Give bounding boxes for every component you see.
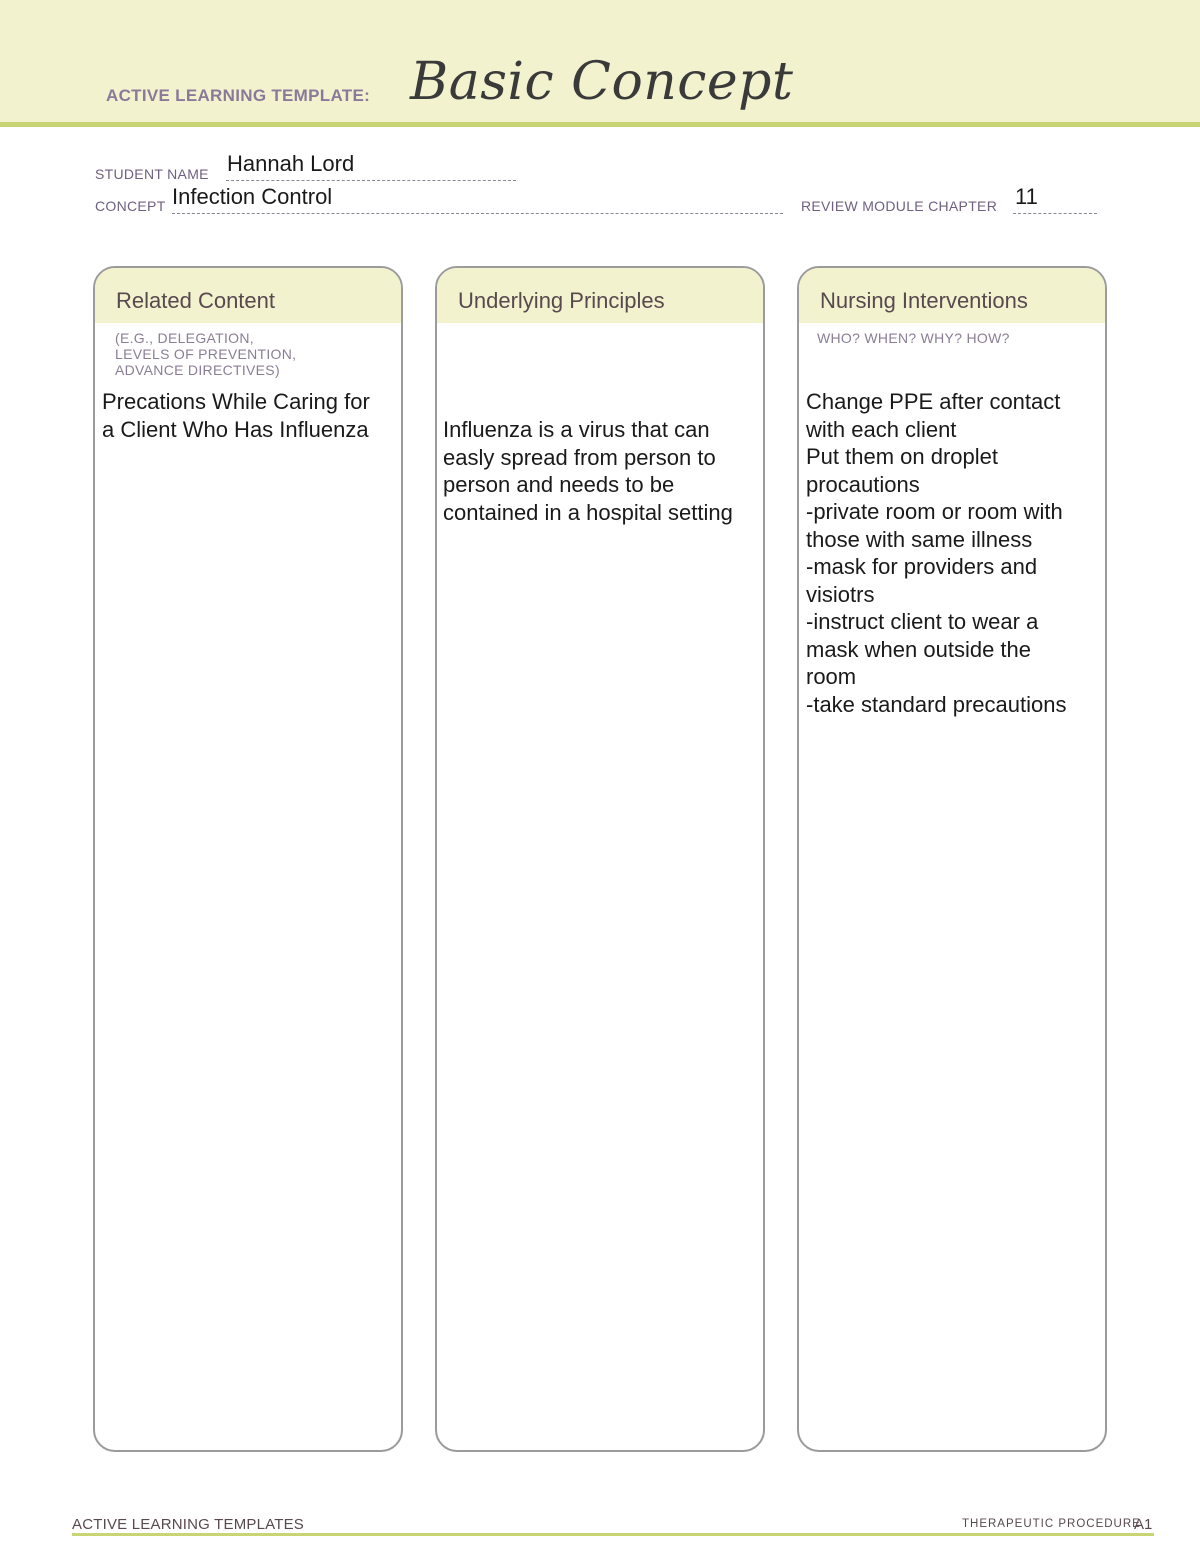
underlying-principles-panel bbox=[435, 266, 765, 1452]
footer-divider bbox=[72, 1533, 1154, 1536]
footer-page-number: A1 bbox=[1134, 1516, 1153, 1533]
template-label: ACTIVE LEARNING TEMPLATE: bbox=[106, 86, 371, 105]
text-line: Influenza is a virus that can bbox=[443, 417, 710, 442]
footer-series-label: ACTIVE LEARNING TEMPLATES bbox=[72, 1516, 304, 1533]
hint-line: ADVANCE DIRECTIVES) bbox=[115, 362, 280, 378]
student-name-field[interactable]: Hannah Lord bbox=[227, 151, 355, 176]
concept-underline bbox=[172, 213, 783, 214]
text-line: mask when outside the bbox=[806, 636, 1032, 662]
text-line: Put them on droplet bbox=[806, 444, 999, 469]
text-line: -mask for providers and bbox=[806, 554, 1038, 579]
related-content-text[interactable] bbox=[102, 388, 370, 443]
hint-line: LEVELS OF PREVENTION, bbox=[115, 346, 297, 362]
related-content-hint bbox=[115, 330, 296, 378]
related-content-header bbox=[95, 268, 401, 323]
text-line: -take standard precautions bbox=[806, 691, 1067, 717]
review-module-underline bbox=[1013, 213, 1097, 214]
nursing-interventions-text[interactable] bbox=[806, 388, 1067, 718]
concept-field[interactable]: Infection Control bbox=[172, 184, 333, 209]
text-line: -instruct client to wear a bbox=[806, 609, 1039, 634]
text-line: room bbox=[806, 664, 857, 689]
text-line: those with same illness bbox=[806, 526, 1033, 552]
text-line: with each client bbox=[806, 416, 957, 442]
header-divider bbox=[0, 122, 1200, 127]
text-line: -private room or room with bbox=[806, 499, 1063, 524]
underlying-principles-title: Underlying Principles bbox=[458, 288, 665, 313]
template-title: Basic Concept bbox=[410, 52, 794, 112]
nursing-interventions-panel bbox=[797, 266, 1107, 1452]
text-line: easly spread from person to bbox=[443, 444, 716, 470]
footer-section-label: THERAPEUTIC PROCEDURE bbox=[962, 1518, 1141, 1530]
related-content-panel bbox=[93, 266, 403, 1452]
underlying-principles-text[interactable] bbox=[443, 416, 733, 526]
review-module-label: REVIEW MODULE CHAPTER bbox=[801, 198, 998, 214]
nursing-interventions-title: Nursing Interventions bbox=[820, 288, 1028, 313]
underlying-principles-header bbox=[437, 268, 763, 323]
text-line: Precations While Caring for bbox=[102, 389, 370, 414]
text-line: Change PPE after contact bbox=[806, 389, 1061, 414]
text-line: contained in a hospital setting bbox=[443, 499, 733, 525]
text-line: procautions bbox=[806, 471, 920, 497]
student-name-label: STUDENT NAME bbox=[95, 166, 209, 182]
text-line: a Client Who Has Influenza bbox=[102, 416, 369, 442]
student-name-underline bbox=[226, 180, 516, 181]
nursing-interventions-header bbox=[799, 268, 1105, 323]
text-line: visiotrs bbox=[806, 581, 875, 607]
concept-label: CONCEPT bbox=[95, 198, 166, 214]
nursing-interventions-hint: WHO? WHEN? WHY? HOW? bbox=[817, 330, 1010, 346]
text-line: person and needs to be bbox=[443, 472, 675, 497]
review-module-field[interactable]: 11 bbox=[1015, 184, 1038, 209]
related-content-title: Related Content bbox=[116, 288, 275, 313]
hint-line: (E.G., DELEGATION, bbox=[115, 330, 254, 346]
